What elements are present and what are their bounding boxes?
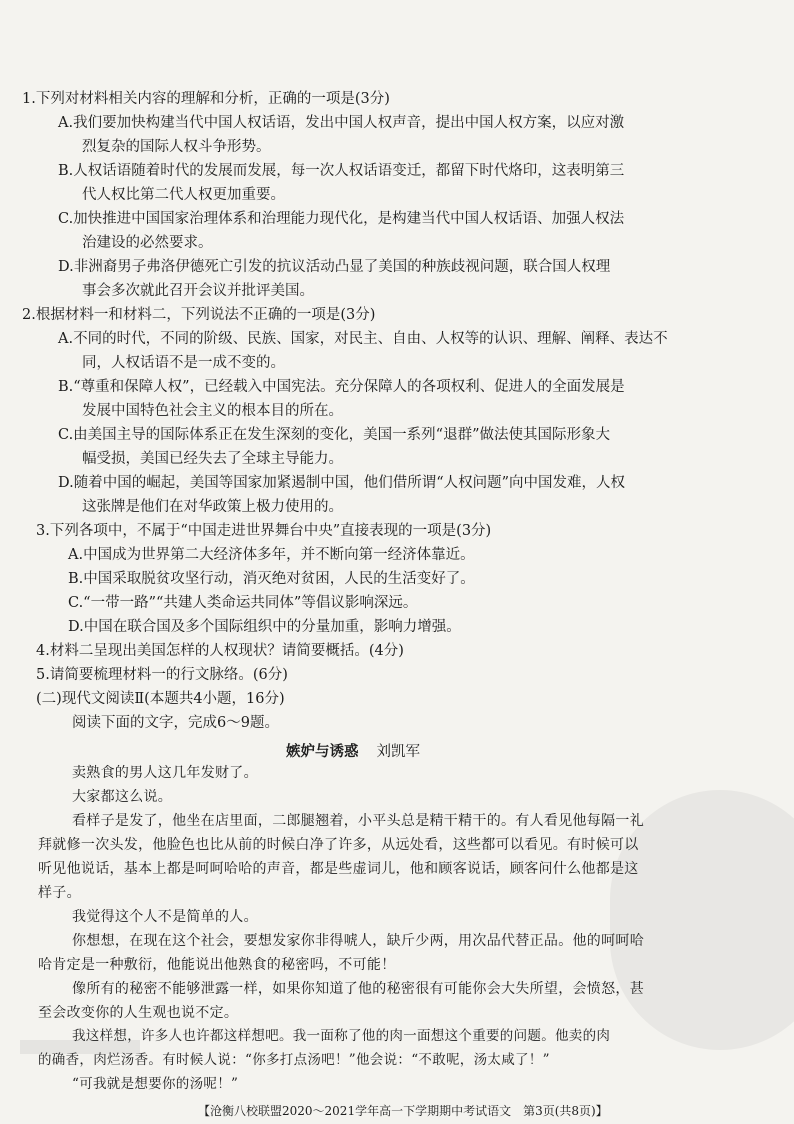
question-1-option-d: D.非洲裔男子弗洛伊德死亡引发的抗议活动凸显了美国的种族歧视问题，联合国人权理 (58, 259, 611, 275)
section-instruction: 阅读下面的文字，完成6～9题。 (72, 715, 279, 731)
question-2-option-c-cont: 幅受损，美国已经失去了全球主导能力。 (82, 451, 343, 467)
article-line: 的确香，肉烂汤香。有时候人说：“你多打点汤吧！”他会说：“不敢呢，汤太咸了！” (38, 1052, 550, 1068)
question-3-option-a: A.中国成为世界第二大经济体多年，并不断向第一经济体靠近。 (68, 547, 475, 563)
question-1-stem: 1.下列对材料相关内容的理解和分析，正确的一项是(3分) (22, 91, 390, 107)
article-line: 至会改变你的人生观也说不定。 (38, 1005, 239, 1021)
article-line: 看样子是发了，他坐在店里面，二郎腿翘着，小平头总是精干精干的。有人看见他每隔一礼 (72, 813, 644, 829)
question-5: 5.请简要梳理材料一的行文脉络。(6分) (36, 667, 288, 683)
article-line: 我这样想，许多人也许都这样想吧。我一面称了他的肉一面想这个重要的问题。他卖的肉 (72, 1028, 611, 1044)
article-title-row (286, 740, 420, 761)
question-1-option-b: B.人权话语随着时代的发展而发展，每一次人权话语变迁，都留下时代烙印，这表明第三 (58, 163, 625, 179)
background-watermark (610, 790, 794, 1050)
question-2-option-b: B.“尊重和保障人权”，已经载入中国宪法。充分保障人的各项权利、促进人的全面发展是 (58, 379, 625, 395)
question-3-option-c: C.“一带一路”“共建人类命运共同体”等倡议影响深远。 (68, 595, 418, 611)
article-title: 嫉妒与诱惑 (286, 743, 359, 760)
question-2-option-a-cont: 同，人权话语不是一成不变的。 (82, 355, 285, 371)
question-1-option-c-cont: 治建设的必然要求。 (82, 235, 213, 251)
question-3-stem: 3.下列各项中，不属于“中国走进世界舞台中央”直接表现的一项是(3分) (36, 523, 492, 539)
article-line: 听见他说话，基本上都是呵呵哈哈的声音，都是些虚词儿，他和顾客说话，顾客问什么他都是这 (38, 861, 639, 877)
question-1-option-b-cont: 代人权比第二代人权更加重要。 (82, 187, 285, 203)
page-footer: 【沧衡八校联盟2020～2021学年高一下学期期中考试语文 第3页(共8页)】 (198, 1104, 608, 1118)
question-2-option-d: D.随着中国的崛起，美国等国家加紧遏制中国，他们借所谓“人权问题”向中国发难，人权 (58, 475, 626, 491)
question-2-option-c: C.由美国主导的国际体系正在发生深刻的变化，美国一系列“退群”做法使其国际形象大 (58, 427, 611, 443)
question-1-option-a: A.我们要加快构建当代中国人权话语，发出中国人权声音，提出中国人权方案，以应对激 (58, 115, 625, 131)
article-line: 样子。 (38, 885, 81, 901)
article-line: 你想想，在现在这个社会，要想发家你非得唬人，缺斤少两，用次品代替正品。他的呵呵哈 (72, 933, 644, 949)
article-line: 像所有的秘密不能够泄露一样，如果你知道了他的秘密很有可能你会大失所望，会愤怒，甚 (72, 981, 644, 997)
question-2-option-b-cont: 发展中国特色社会主义的根本目的所在。 (82, 403, 343, 419)
question-2-option-a: A.不同的时代，不同的阶级、民族、国家，对民主、自由、人权等的认识、理解、阐释、表达不 (58, 331, 668, 347)
question-1-option-d-cont: 事会多次就此召开会议并批评美国。 (82, 283, 314, 299)
article-line: 哈肯定是一种敷衍，他能说出他熟食的秘密吗，不可能！ (38, 957, 396, 973)
article-line: “可我就是想要你的汤呢！” (72, 1076, 239, 1092)
question-1-option-c: C.加快推进中国国家治理体系和治理能力现代化，是构建当代中国人权话语、加强人权法 (58, 211, 625, 227)
question-2-option-d-cont: 这张牌是他们在对华政策上极力使用的。 (82, 499, 343, 515)
article-line: 拜就修一次头发，他脸色也比从前的时候白净了许多，从远处看，这些都可以看见。有时候可以 (38, 837, 639, 853)
question-3-option-d: D.中国在联合国及多个国际组织中的分量加重，影响力增强。 (68, 619, 461, 635)
question-2-stem: 2.根据材料一和材料二，下列说法不正确的一项是(3分) (22, 307, 376, 323)
section-heading: (二)现代文阅读Ⅱ(本题共4小题，16分) (36, 691, 285, 707)
question-3-option-b: B.中国采取脱贫攻坚行动，消灭绝对贫困，人民的生活变好了。 (68, 571, 475, 587)
question-1-option-a-cont: 烈复杂的国际人权斗争形势。 (82, 139, 271, 155)
question-4: 4.材料二呈现出美国怎样的人权现状？请简要概括。(4分) (36, 643, 404, 659)
article-line: 大家都这么说。 (72, 789, 173, 805)
article-author: 刘凯军 (376, 744, 420, 760)
article-line: 卖熟食的男人这几年发财了。 (72, 765, 258, 781)
article-line: 我觉得这个人不是简单的人。 (72, 909, 258, 925)
